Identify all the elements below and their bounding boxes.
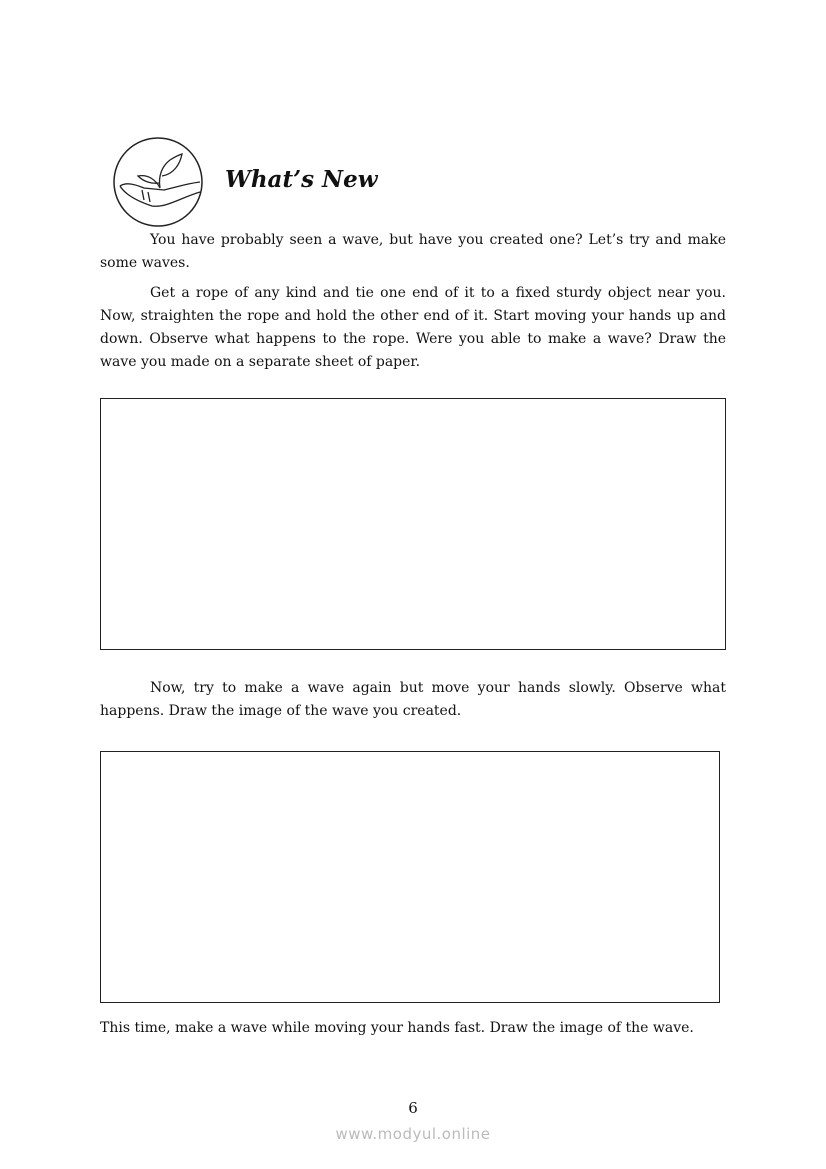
intro-paragraph: You have probably seen a wave, but have you created one? Let’s try and make some waves. <box>100 232 726 271</box>
hand-holding-plant-icon <box>112 136 204 228</box>
drawing-box-1[interactable] <box>100 398 726 650</box>
slow-wave-paragraph: Now, try to make a wave again but move your hands slowly. Observe what happens. Draw the image of the wave you created. <box>100 680 726 719</box>
instructions-paragraph: Get a rope of any kind and tie one end of it to a fixed sturdy object near you. Now, straighten the rope and hold the other end of it. Start moving your hands up and down. Observe what happens to the rope. Were you able to make a wave? Draw the wave you made on a separate sheet of paper. <box>100 285 726 370</box>
page-number: 6 <box>408 1099 418 1117</box>
fast-wave-paragraph: This time, make a wave while moving your hands fast. Draw the image of the wave. <box>100 1020 694 1036</box>
drawing-box-2[interactable] <box>100 751 720 1003</box>
watermark: www.modyul.online <box>335 1125 491 1143</box>
section-title: What’s New <box>225 166 378 193</box>
